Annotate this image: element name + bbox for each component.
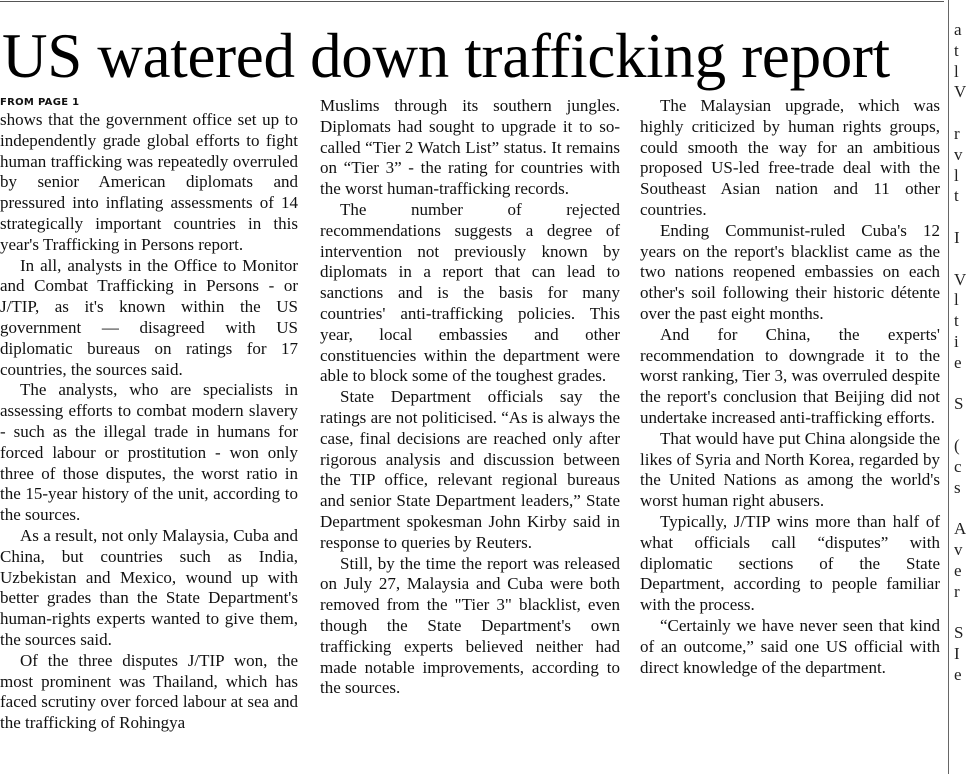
clipped-line-fragment <box>954 103 962 124</box>
paragraph: The Malaysian upgrade, which was highly criticized by human rights groups, could smooth the way for an ambitious proposed US-led free-trade deal with the Southeast Asian nation and 11 other countries. <box>640 96 940 219</box>
article-column-3 <box>640 96 940 678</box>
clipped-line-fragment: t <box>954 311 959 331</box>
paragraph: Of the three disputes J/TIP won, the most prominent was Thailand, which has faced scrutiny over forced labour at sea and the trafficking of Rohingya <box>0 650 298 733</box>
headline: US watered down trafficking report <box>2 21 890 91</box>
paragraph: “Certainly we have never seen that kind of an outcome,” said one US official with direct knowledge of the department. <box>640 615 940 677</box>
paragraph: The analysts, who are specialists in assessing efforts to combat modern slavery - such as the illegal trade in humans for forced labour or prostitution - won only three of those disputes, the worst ratio in the 15-year history of the unit, according to the sources. <box>0 380 298 525</box>
clipped-line-fragment: l <box>954 290 959 310</box>
clipped-line-fragment: i <box>954 331 959 351</box>
clipped-line-fragment: l <box>954 165 959 185</box>
clipped-line-fragment: v <box>954 144 963 164</box>
clipped-line-fragment: V <box>954 82 966 102</box>
clipped-line-fragment: s <box>954 477 961 497</box>
clipped-line-fragment: c <box>954 456 962 476</box>
clipped-line-fragment: a <box>954 20 962 39</box>
paragraph: Typically, J/TIP wins more than half of what officials call “disputes” with diplomatic sections of the State Department, according to people familiar with the process. <box>640 511 940 615</box>
article-column-2 <box>320 96 620 699</box>
clipped-line-fragment <box>954 498 962 519</box>
clipped-line-fragment <box>954 374 962 395</box>
paragraph: That would have put China alongside the likes of Syria and North Korea, regarded by the United Nations as among the world's worst human right abusers. <box>640 428 940 511</box>
clipped-line-fragment: ( <box>954 435 960 455</box>
clipped-line-fragment: V <box>954 269 966 289</box>
top-rule <box>0 1 944 2</box>
article-column-1 <box>0 96 298 734</box>
paragraph: State Department officials say the ratings are not politicised. “As is always the case, final decisions are reached only after rigorous analysis and discussion between the TIP office, relevant regional bureaus and senior State Department leaders,” State Department spokesman John Kirby said in response to queries by Reuters. <box>320 387 620 552</box>
clipped-line-fragment: I <box>954 643 960 663</box>
paragraph: shows that the government office set up to independently grade global efforts to fight human trafficking was repeatedly overruled by senior American diplomats and pressured into inflating assessments of 14 strategically important countries in this year's Trafficking in Persons report. <box>0 110 298 254</box>
paragraph: Ending Communist-ruled Cuba's 12 years on the report's blacklist came as the two nations reopened embassies on each other's soil following their historic détente over the past eight months. <box>640 220 940 323</box>
clipped-line-fragment: t <box>954 40 959 60</box>
clipped-line-fragment: e <box>954 560 962 580</box>
clipped-line-fragment: r <box>954 581 960 601</box>
clipped-line-fragment: S <box>954 623 964 643</box>
clipped-line-fragment: S <box>954 394 964 414</box>
clipped-line-fragment <box>954 602 962 623</box>
clipped-line-fragment: e <box>954 664 962 684</box>
column-divider-rule <box>948 0 949 774</box>
clipped-line-fragment <box>954 415 962 436</box>
clipped-line-fragment: r <box>954 123 960 143</box>
clipped-line-fragment: A <box>954 519 966 539</box>
adjacent-article-clipped-column <box>954 20 966 686</box>
paragraph: In all, analysts in the Office to Monitor and Combat Trafficking in Persons - or J/TIP, as it's known within the US government — disagreed with US diplomatic bureaus on ratings for 17 countries, the sources said. <box>0 255 298 379</box>
paragraph: Still, by the time the report was released on July 27, Malaysia and Cuba were both removed from the "Tier 3" blacklist, even though the State Department's own trafficking experts believed neither had made notable improvements, according to the sources. <box>320 553 620 698</box>
paragraph: Muslims through its southern jungles. Diplomats had sought to upgrade it to so-called “Tier 2 Watch List” status. It remains on “Tier 3” - the rating for countries with the worst human-trafficking records. <box>320 96 620 199</box>
clipped-line-fragment <box>954 207 962 228</box>
paragraph: And for China, the experts' recommendation to downgrade it to the worst ranking, Tier 3, was overruled despite the report's conclusion that Beijing did not undertake increased anti-trafficking efforts. <box>640 324 940 427</box>
clipped-line-fragment: I <box>954 227 960 247</box>
paragraph: The number of rejected recommendations suggests a degree of intervention not previously known by diplomats in a report that can lead to sanctions and is the basis for many countries' anti-trafficking policies. This year, local embassies and other constituencies within the department were able to block some of the toughest grades. <box>320 199 620 386</box>
clipped-line-fragment: v <box>954 539 963 559</box>
clipped-line-fragment: t <box>954 186 959 206</box>
clipped-line-fragment <box>954 249 962 270</box>
clipped-line-fragment: e <box>954 352 962 372</box>
clipped-line-fragment: l <box>954 61 959 81</box>
paragraph: As a result, not only Malaysia, Cuba and China, but countries such as India, Uzbekistan and Mexico, wound up with better grades than the State Department's human-rights experts wanted to give them, the sources said. <box>0 525 298 649</box>
kicker-from-page-1: FROM PAGE 1 <box>0 97 80 108</box>
